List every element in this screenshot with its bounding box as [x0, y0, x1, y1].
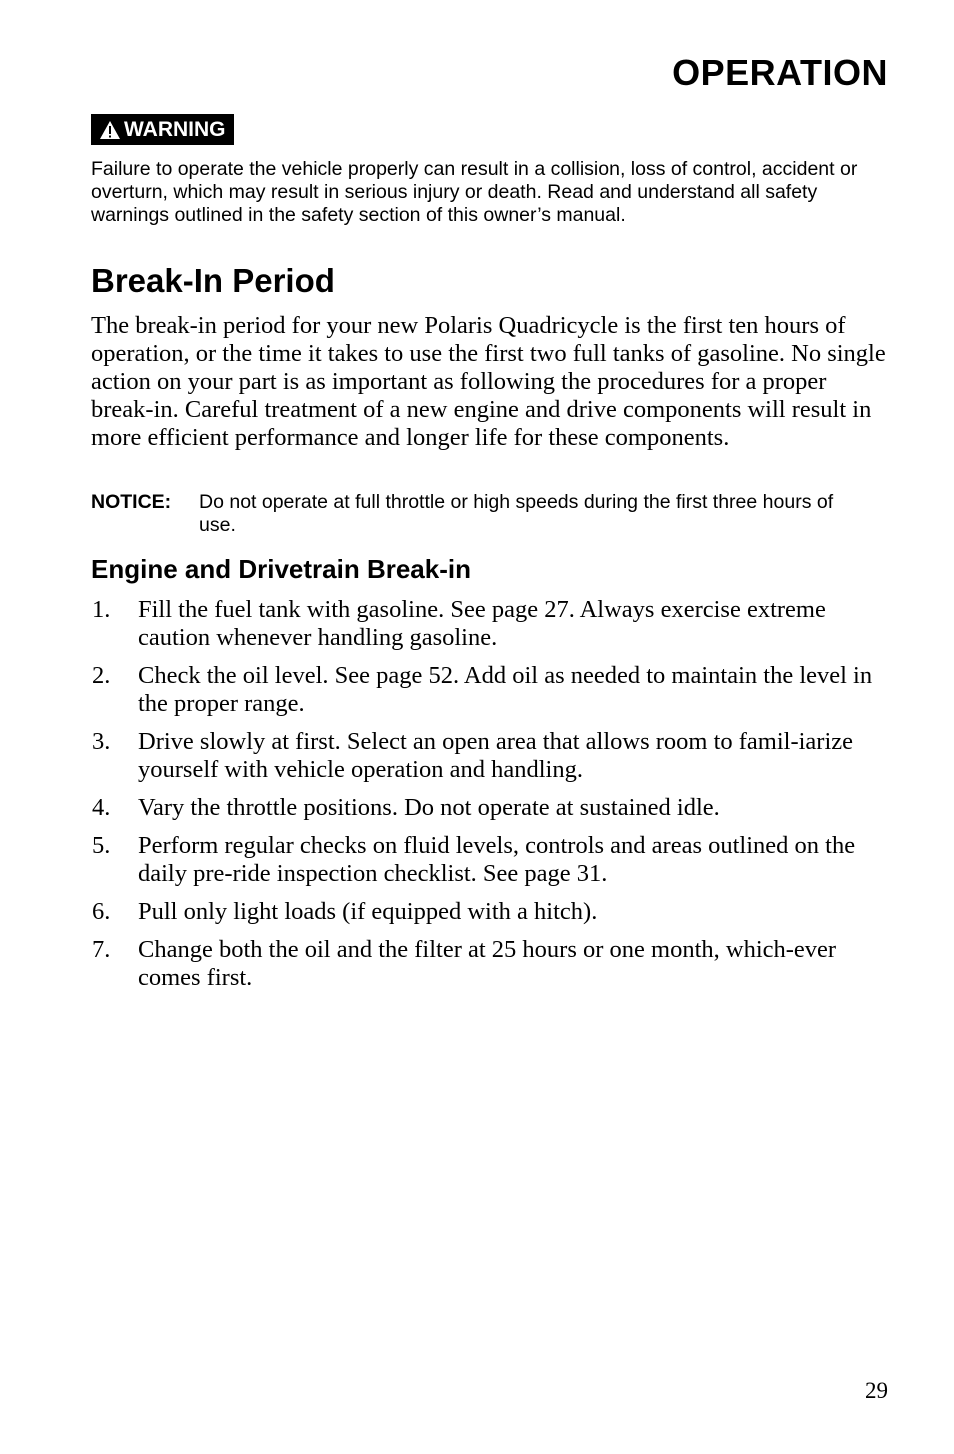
step-text: Check the oil level. See page 52. Add oil as needed to maintain the level in the proper range.	[138, 662, 873, 717]
step-text: Change both the oil and the filter at 25 hours or one month, which-ever comes first.	[138, 936, 837, 991]
step-item	[91, 936, 891, 992]
break-in-steps	[91, 596, 891, 1002]
step-text: Perform regular checks on fluid levels, controls and areas outlined on the daily pre-ride inspection checklist. See page 31.	[138, 832, 856, 887]
step-item	[91, 832, 891, 888]
step-number: 6.	[92, 898, 111, 925]
notice-block	[91, 491, 871, 537]
step-text: Vary the throttle positions. Do not operate at sustained idle.	[138, 794, 720, 821]
step-number: 7.	[92, 936, 111, 963]
notice-label: NOTICE:	[91, 491, 172, 513]
break-in-heading: Break-In Period	[91, 262, 335, 299]
step-item	[91, 662, 891, 718]
step-text: Pull only light loads (if equipped with a hitch).	[138, 898, 598, 925]
warning-triangle-icon	[99, 120, 121, 140]
step-item	[91, 898, 891, 926]
page-number: 29	[865, 1378, 888, 1403]
step-item	[91, 728, 891, 784]
step-number: 4.	[92, 794, 111, 821]
warning-label: WARNING	[124, 117, 226, 141]
step-item	[91, 794, 891, 822]
notice-text: Do not operate at full throttle or high speeds during the first three hours of use.	[199, 491, 834, 536]
step-number: 1.	[92, 596, 111, 623]
step-number: 2.	[92, 662, 111, 689]
step-number: 5.	[92, 832, 111, 859]
engine-break-in-heading: Engine and Drivetrain Break-in	[91, 554, 471, 584]
warning-text: Failure to operate the vehicle properly can result in a collision, loss of control, accident or overturn, which may result in serious injury or death. Read and understand all safety warnings outlined in the safety section of this owner’s manual.	[91, 158, 858, 226]
step-text: Drive slowly at first. Select an open area that allows room to famil-iarize yourself with vehicle operation and handling.	[138, 728, 854, 783]
warning-label-box	[91, 114, 234, 145]
step-number: 3.	[92, 728, 111, 755]
step-text: Fill the fuel tank with gasoline. See page 27. Always exercise extreme caution whenever handling gasoline.	[138, 596, 826, 651]
section-header: OPERATION	[672, 52, 888, 93]
break-in-paragraph: The break-in period for your new Polaris Quadricycle is the first ten hours of operation, or the time it takes to use the first two full tanks of gasoline. No single action on your part is as important as following the procedures for a proper break-in. Careful treatment of a new engine and drive components will result in more efficient performance and longer life for these components.	[91, 312, 886, 451]
step-item	[91, 596, 891, 652]
